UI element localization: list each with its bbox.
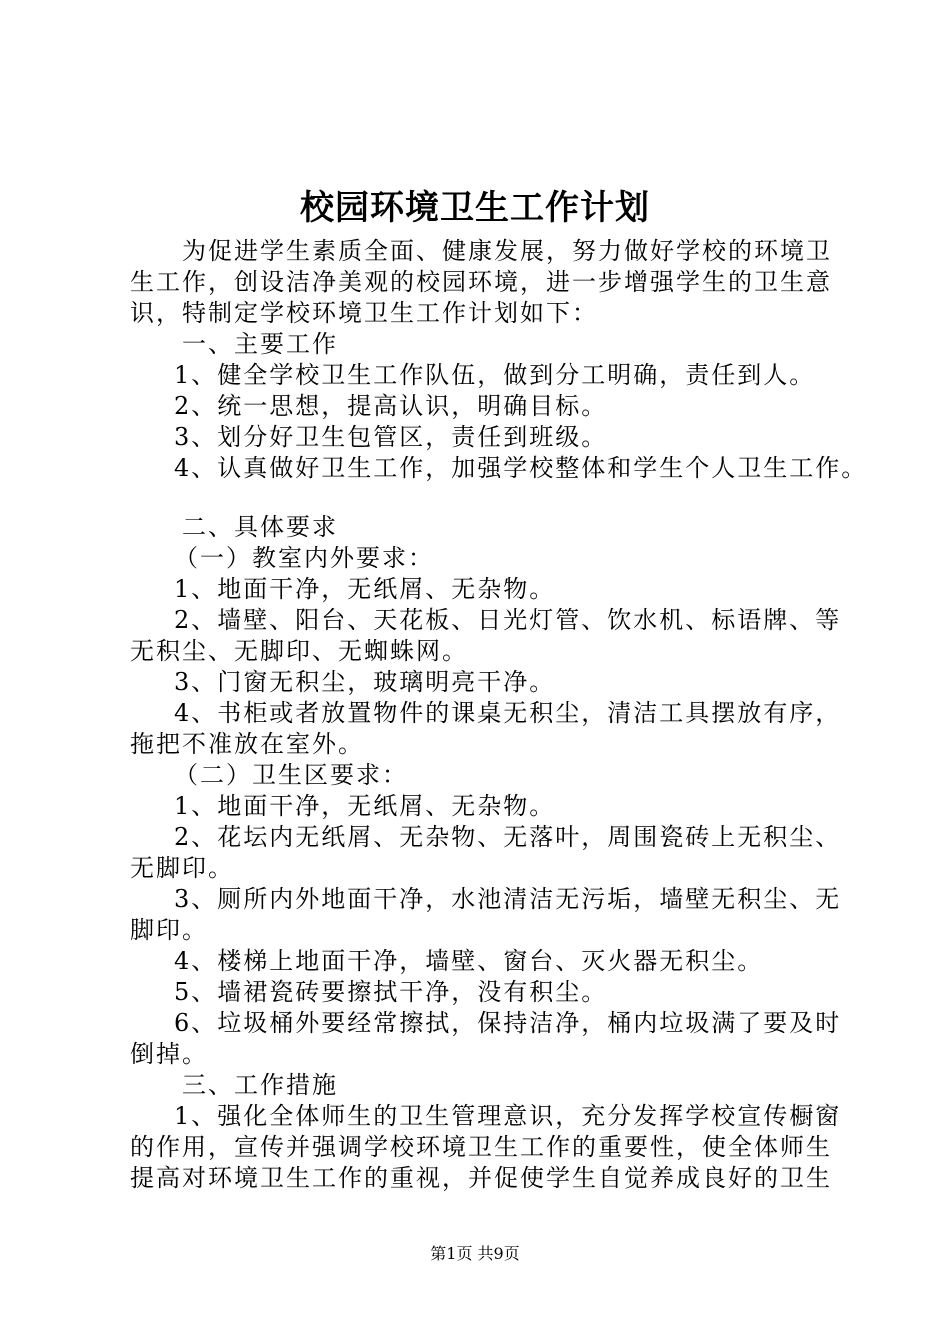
area-item-3-line-1: 3、厕所内外地面干净，水池清洁无污垢，墙壁无积尘、无 <box>174 885 842 913</box>
area-item-6-line-2: 倒掉。 <box>130 1040 208 1068</box>
section-1-item-1: 1、健全学校卫生工作队伍，做到分工明确，责任到人。 <box>174 361 816 389</box>
document-title: 校园环境卫生工作计划 <box>300 188 650 228</box>
area-item-5: 5、墙裙瓷砖要擦拭干净，没有积尘。 <box>174 978 608 1006</box>
classroom-item-1: 1、地面干净，无纸屑、无杂物。 <box>174 575 556 603</box>
intro-line-1: 为促进学生素质全面、健康发展，努力做好学校的环境卫 <box>182 237 832 265</box>
classroom-item-3: 3、门窗无积尘，玻璃明亮干净。 <box>174 668 556 696</box>
section-2-subheading-classroom: （一）教室内外要求： <box>174 544 434 572</box>
intro-line-3: 识，特制定学校环境卫生工作计划如下： <box>130 299 598 327</box>
section-2-heading: 二、具体要求 <box>182 513 338 541</box>
section-1-item-3: 3、划分好卫生包管区，责任到班级。 <box>174 423 608 451</box>
area-item-1: 1、地面干净，无纸屑、无杂物。 <box>174 792 556 820</box>
section-2-subheading-area: （二）卫生区要求： <box>174 761 408 789</box>
classroom-item-2-line-2: 无积尘、无脚印、无蜘蛛网。 <box>130 637 468 665</box>
section-1-item-2: 2、统一思想，提高认识，明确目标。 <box>174 392 608 420</box>
section-3-heading: 三、工作措施 <box>182 1071 338 1099</box>
page-footer: 第1页 共9页 <box>430 1244 520 1263</box>
area-item-2-line-1: 2、花坛内无纸屑、无杂物、无落叶，周围瓷砖上无积尘、 <box>174 823 842 851</box>
classroom-item-4-line-2: 拖把不准放在室外。 <box>130 730 364 758</box>
section-1-heading: 一、主要工作 <box>182 330 338 358</box>
classroom-item-4-line-1: 4、书柜或者放置物件的课桌无积尘，清洁工具摆放有序， <box>174 699 842 727</box>
section-1-item-4: 4、认真做好卫生工作，加强学校整体和学生个人卫生工作。 <box>174 454 868 482</box>
paragraph-gap <box>130 484 842 512</box>
area-item-3-line-2: 脚印。 <box>130 916 208 944</box>
area-item-2-line-2: 无脚印。 <box>130 854 234 882</box>
intro-line-2: 生工作，创设洁净美观的校园环境，进一步增强学生的卫生意 <box>130 268 832 296</box>
section-3-item-1-line-2: 的作用，宣传并强调学校环境卫生工作的重要性，使全体师生 <box>130 1133 832 1161</box>
area-item-4: 4、楼梯上地面干净，墙壁、窗台、灭火器无积尘。 <box>174 947 764 975</box>
area-item-6-line-1: 6、垃圾桶外要经常擦拭，保持洁净，桶内垃圾满了要及时 <box>174 1009 842 1037</box>
section-3-item-1-line-3: 提高对环境卫生工作的重视，并促使学生自觉养成良好的卫生 <box>130 1164 832 1192</box>
section-3-item-1-line-1: 1、强化全体师生的卫生管理意识，充分发挥学校宣传橱窗 <box>174 1102 842 1130</box>
classroom-item-2-line-1: 2、墙壁、阳台、天花板、日光灯管、饮水机、标语牌、等 <box>174 606 842 634</box>
document-body <box>130 236 868 1194</box>
